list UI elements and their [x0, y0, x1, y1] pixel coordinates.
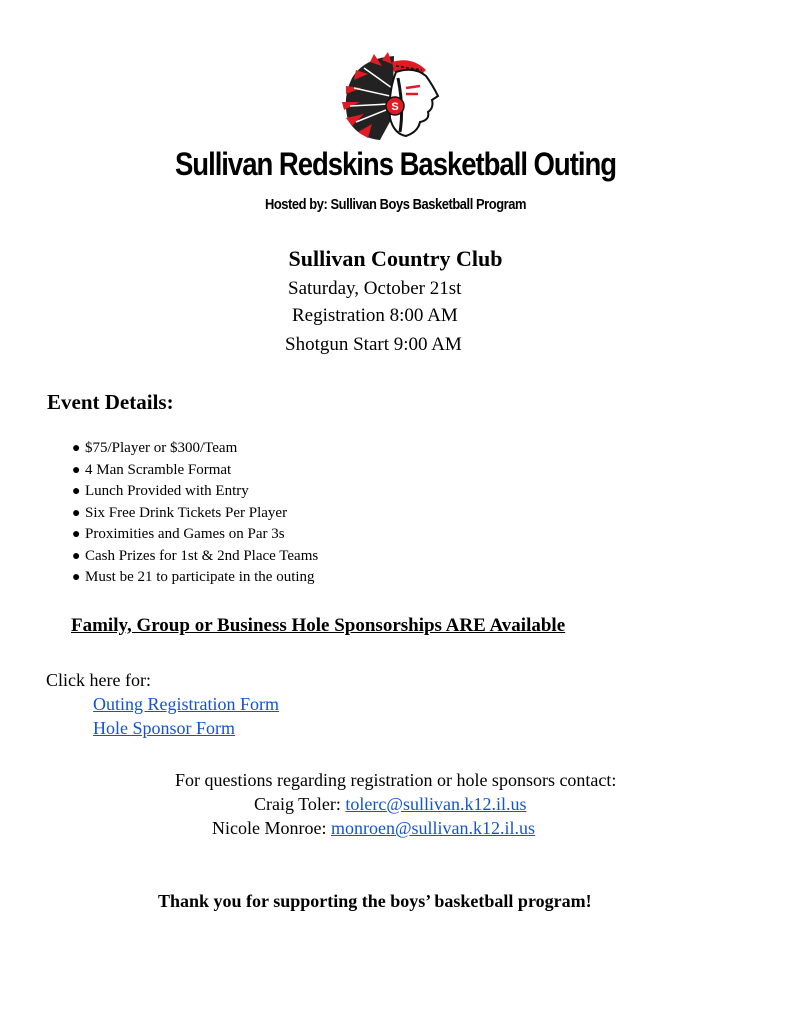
bullet-icon: ● — [72, 527, 81, 542]
page-title: Sullivan Redskins Basketball Outing — [174, 146, 617, 182]
sponsorship-heading: Family, Group or Business Hole Sponsorships ARE Available — [71, 615, 566, 636]
contact-name: Nicole Monroe: — [212, 818, 331, 838]
event-date: Saturday, October 21st — [288, 278, 462, 299]
svg-text:S: S — [391, 101, 399, 113]
event-details-heading: Event Details: — [47, 390, 174, 414]
list-item: ● Cash Prizes for 1st & 2nd Place Teams — [72, 546, 318, 568]
indian-headdress-icon — [334, 48, 460, 144]
venue-name: Sullivan Country Club — [288, 246, 503, 271]
outing-registration-form-link[interactable]: Outing Registration Form — [93, 694, 279, 714]
click-here-label: Click here for: — [46, 670, 151, 690]
bullet-icon: ● — [72, 570, 81, 585]
bullet-icon: ● — [72, 548, 81, 564]
contact-craig-toler — [254, 794, 526, 815]
list-item: ● Must be 21 to participate in the outing — [72, 567, 318, 589]
email-link-tolerc[interactable]: tolerc@sullivan.k12.il.us — [345, 794, 527, 814]
contact-name: Craig Toler: — [254, 794, 346, 814]
registration-time: Registration 8:00 AM — [292, 305, 458, 326]
mascot-logo — [334, 48, 460, 144]
contact-intro: For questions regarding registration or hole sponsors contact: — [175, 770, 617, 790]
bullet-icon: ● — [72, 505, 81, 521]
list-item: ● Proximities and Games on Par 3s — [72, 524, 318, 546]
hole-sponsor-form-link[interactable]: Hole Sponsor Form — [93, 718, 236, 738]
thank-you-message: Thank you for supporting the boys’ basketball program! — [158, 891, 592, 911]
event-details-list — [72, 438, 318, 589]
list-item: ● 4 Man Scramble Format — [72, 460, 318, 482]
shotgun-start-time: Shotgun Start 9:00 AM — [285, 334, 462, 355]
email-link-monroen[interactable]: monroen@sullivan.k12.il.us — [330, 818, 536, 838]
bullet-icon: ● — [72, 462, 81, 478]
contact-nicole-monroe — [212, 818, 535, 839]
bullet-icon: ● — [72, 441, 81, 456]
hosted-by: Hosted by: Sullivan Boys Basketball Program — [264, 196, 527, 213]
list-item: ● Lunch Provided with Entry — [72, 481, 318, 503]
list-item: ● Six Free Drink Tickets Per Player — [72, 503, 318, 525]
bullet-icon: ● — [72, 484, 81, 499]
list-item: ● $75/Player or $300/Team — [72, 438, 318, 460]
